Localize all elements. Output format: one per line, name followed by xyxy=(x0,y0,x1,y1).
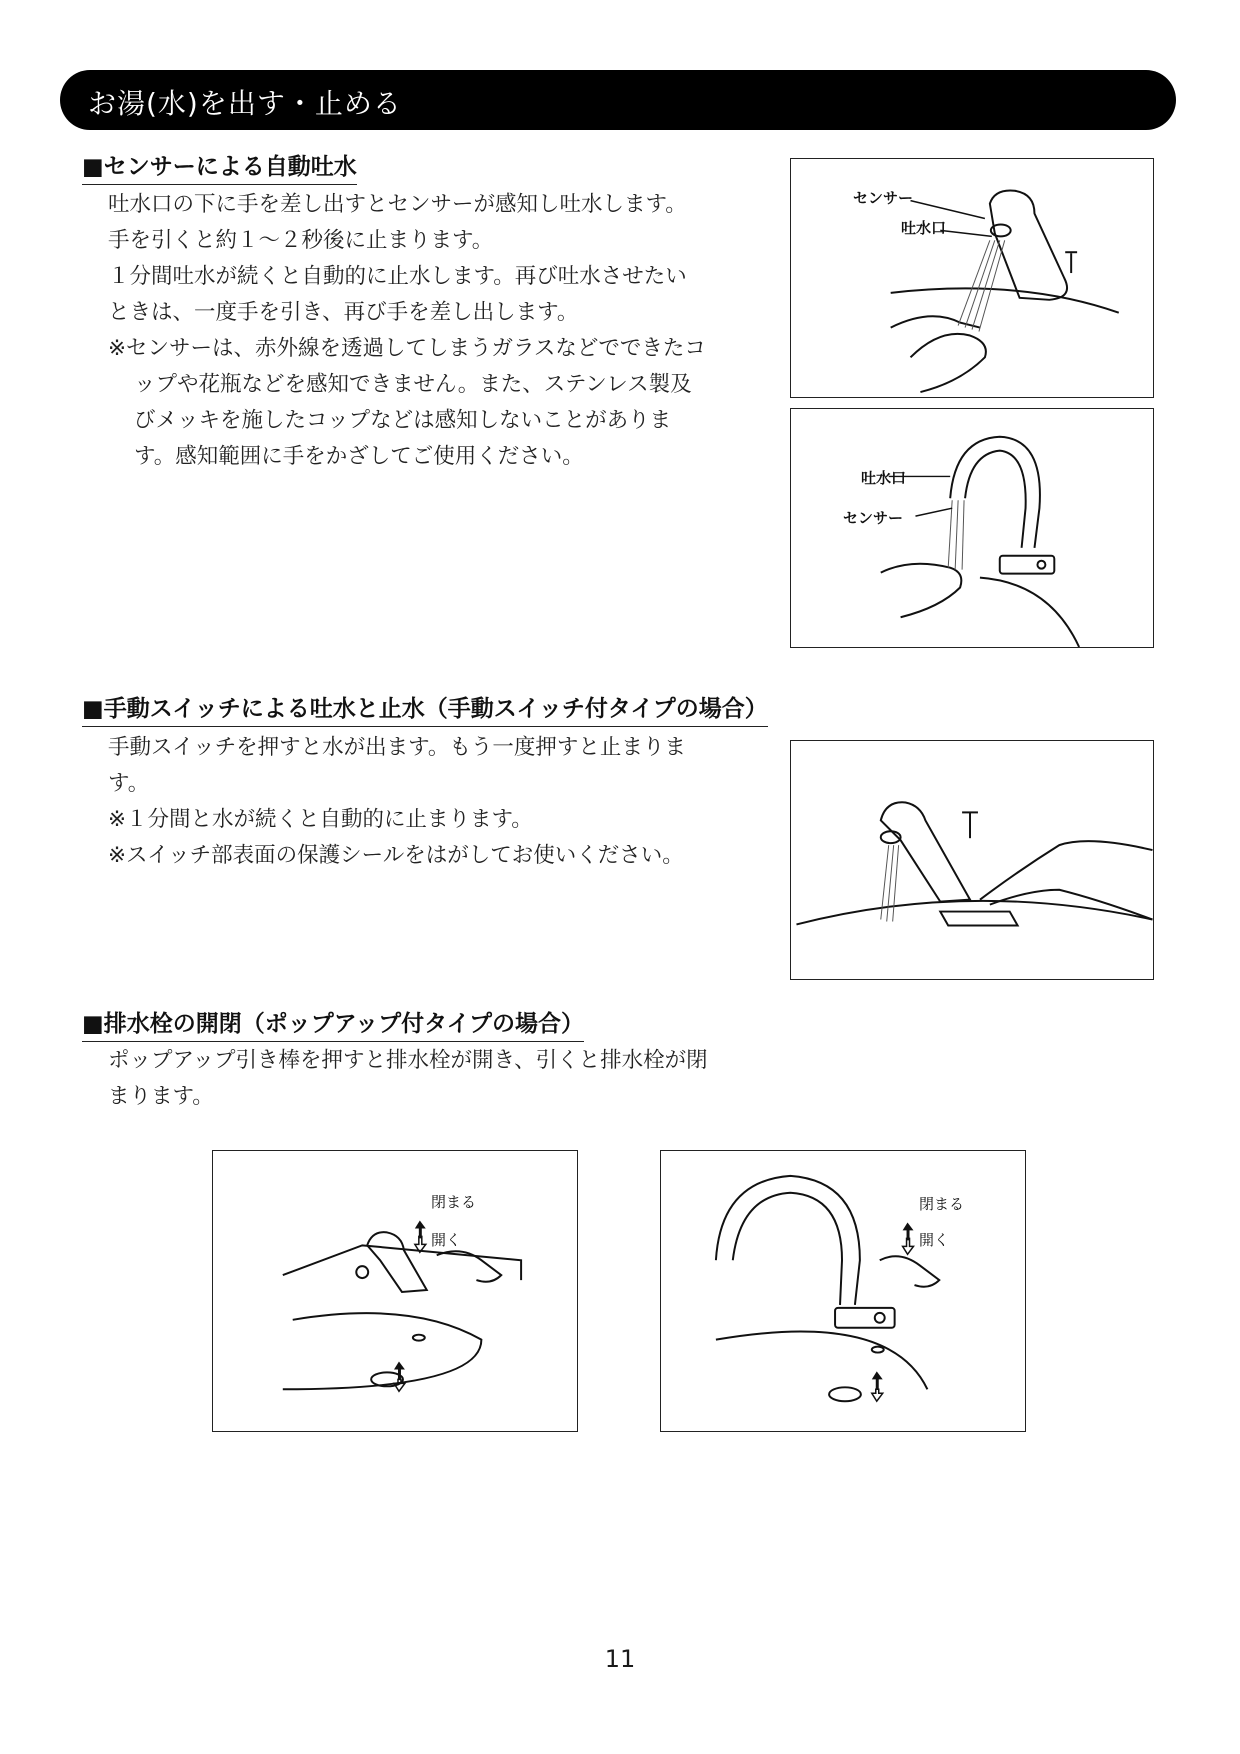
figure-manual-switch xyxy=(790,740,1154,980)
section-body-popup-drain xyxy=(108,1043,708,1115)
spout-label: 吐水口 xyxy=(901,219,947,237)
sensor-label: センサー xyxy=(853,189,914,207)
popup-short-faucet-illustration xyxy=(213,1151,577,1431)
section-body-manual-switch xyxy=(108,730,708,874)
gooseneck-sensor-illustration xyxy=(791,409,1153,647)
paragraph: １分間吐水が続くと自動的に止水します。再び吐水させたいときは、一度手を引き、再び手を差し出します。 xyxy=(108,264,687,325)
close-label: 閉まる xyxy=(431,1193,477,1211)
section-heading-manual-switch: ■手動スイッチによる吐水と止水（手動スイッチ付タイプの場合） xyxy=(82,690,768,727)
popup-gooseneck-illustration xyxy=(661,1151,1025,1431)
figure-popup-gooseneck-faucet xyxy=(660,1150,1026,1432)
section-body-auto-sensor xyxy=(108,187,708,475)
page-number: 11 xyxy=(604,1645,636,1673)
section-heading-popup-drain: ■排水栓の開閉（ポップアップ付タイプの場合） xyxy=(82,1005,584,1042)
banner-title: お湯(水)を出す・止める xyxy=(88,87,402,120)
note: ※センサーは、赤外線を透過してしまうガラスなどでできたコップや花瓶などを感知できません。また、ステンレス製及びメッキを施したコップなどは感知しないことがあります。感知範囲に手をかざしてご使用ください。 xyxy=(108,336,706,469)
faucet-sensor-illustration xyxy=(791,159,1153,397)
figure-sensor-gooseneck-faucet xyxy=(790,408,1154,648)
note: ※１分間と水が続くと自動的に止まります。 xyxy=(108,807,533,832)
paragraph: 手動スイッチを押すと水が出ます。もう一度押すと止まります。 xyxy=(108,735,686,796)
manual-switch-illustration xyxy=(791,741,1153,979)
figure-sensor-short-faucet xyxy=(790,158,1154,398)
close-label: 閉まる xyxy=(919,1195,965,1213)
page-banner xyxy=(60,70,1176,130)
figure-popup-short-faucet xyxy=(212,1150,578,1432)
paragraph: ポップアップ引き棒を押すと排水栓が開き、引くと排水栓が閉まります。 xyxy=(108,1048,708,1109)
note: ※スイッチ部表面の保護シールをはがしてお使いください。 xyxy=(108,843,684,868)
open-label: 開く xyxy=(919,1231,950,1249)
sensor-label: センサー xyxy=(843,509,904,527)
spout-label: 吐水口 xyxy=(861,469,907,487)
open-label: 開く xyxy=(431,1231,462,1249)
section-heading-auto-sensor: ■センサーによる自動吐水 xyxy=(82,148,357,185)
paragraph: 吐水口の下に手を差し出すとセンサーが感知し吐水します。手を引くと約１～２秒後に止まります。 xyxy=(108,192,687,253)
